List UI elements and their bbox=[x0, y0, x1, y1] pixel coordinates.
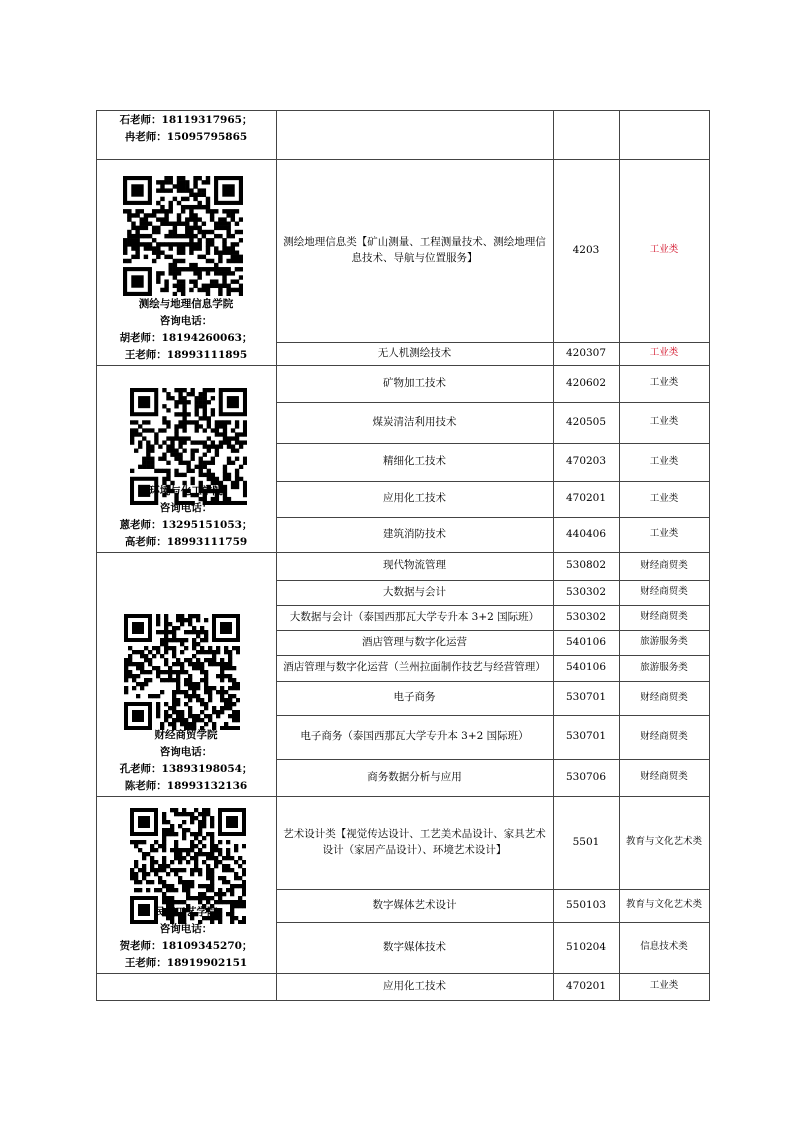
major-category: 财经商贸类 bbox=[640, 771, 688, 783]
contact-phone: 孔老师：13893198054； bbox=[119, 763, 253, 775]
major-name: 精细化工技术 bbox=[383, 455, 446, 468]
contact-phone: 冉老师：15095795865 bbox=[124, 131, 248, 143]
consult-label: 咨询电话： bbox=[159, 923, 213, 935]
major-code: 470203 bbox=[565, 455, 607, 468]
contact-phone: 高老师：18993111759 bbox=[124, 536, 248, 548]
contact-phone: 王老师：18993111895 bbox=[124, 349, 248, 361]
major-code: 470201 bbox=[565, 979, 607, 992]
contact-phone: 贺老师：18109345270； bbox=[119, 940, 253, 952]
major-name: 应用化工技术 bbox=[383, 492, 446, 505]
major-code: 420602 bbox=[565, 376, 607, 389]
contact-phone: 陈老师：18993132136 bbox=[124, 780, 248, 792]
college-info bbox=[96, 296, 276, 364]
contact-phone: 石老师：18119317965； bbox=[119, 114, 253, 126]
contact-phone: 蒽老师：13295151053； bbox=[119, 519, 253, 531]
major-name: 应用化工技术 bbox=[383, 979, 446, 992]
major-category: 教育与文化艺术类 bbox=[625, 899, 702, 911]
major-name: 数字媒体技术 bbox=[383, 940, 446, 953]
major-code: 420505 bbox=[565, 415, 607, 428]
major-category: 工业类 bbox=[649, 528, 679, 540]
major-name: 艺术设计类【视觉传达设计、工艺美术品设计、家具艺术设计（家居产品设计）、环境艺术设计】 bbox=[283, 827, 546, 856]
college-name: 测绘与地理信息学院 bbox=[138, 298, 234, 310]
major-name: 电子商务（泰国西那瓦大学专升本 3+2 国际班） bbox=[300, 730, 529, 743]
major-code: 420307 bbox=[565, 346, 607, 359]
major-name: 酒店管理与数字化运营 bbox=[362, 635, 467, 648]
table-rule bbox=[96, 1000, 710, 1001]
major-name: 无人机测绘技术 bbox=[377, 346, 452, 359]
table-rule bbox=[96, 110, 710, 111]
consult-label: 咨询电话： bbox=[159, 746, 213, 758]
major-code: 470201 bbox=[565, 492, 607, 505]
major-name: 大数据与会计（泰国西那瓦大学专升本 3+2 国际班） bbox=[289, 610, 540, 623]
major-name: 酒店管理与数字化运营（兰州拉面制作技艺与经营管理） bbox=[283, 661, 546, 674]
college-name: 环境与化工学院 bbox=[149, 485, 223, 497]
major-category: 工业类 bbox=[649, 980, 679, 992]
major-category: 财经商贸类 bbox=[640, 730, 688, 742]
contact-phone: 王老师：18919902151 bbox=[124, 957, 248, 969]
college-info bbox=[96, 904, 276, 972]
major-category: 财经商贸类 bbox=[640, 586, 688, 598]
major-name: 矿物加工技术 bbox=[383, 376, 446, 389]
table-rule bbox=[276, 110, 277, 1001]
contact-phone: 胡老师：18194260063； bbox=[119, 332, 253, 344]
top-contact bbox=[96, 112, 276, 146]
table-rule bbox=[709, 110, 710, 1001]
major-code: 530302 bbox=[565, 610, 607, 623]
major-name: 建筑消防技术 bbox=[383, 527, 446, 540]
major-code: 530701 bbox=[565, 730, 607, 743]
major-code: 5501 bbox=[572, 835, 600, 848]
major-code: 530701 bbox=[565, 691, 607, 704]
major-code: 530802 bbox=[565, 559, 607, 572]
major-category: 工业类 bbox=[649, 455, 679, 467]
major-name: 商务数据分析与应用 bbox=[367, 770, 462, 783]
college-info bbox=[96, 483, 276, 551]
major-name: 大数据与会计 bbox=[383, 585, 446, 598]
major-code: 540106 bbox=[565, 635, 607, 648]
major-category: 工业类 bbox=[649, 492, 679, 504]
major-category: 旅游服务类 bbox=[640, 636, 688, 648]
college-name: 民族工艺学院 bbox=[154, 906, 218, 918]
major-category: 工业类 bbox=[649, 377, 679, 389]
major-category: 工业类 bbox=[649, 416, 679, 428]
consult-label: 咨询电话： bbox=[159, 502, 213, 514]
major-name: 煤炭清洁利用技术 bbox=[372, 415, 457, 428]
table-rule bbox=[619, 110, 620, 1001]
major-name: 测绘地理信息类【矿山测量、工程测量技术、测绘地理信息技术、导航与位置服务】 bbox=[283, 235, 546, 264]
major-code: 440406 bbox=[565, 527, 607, 540]
table-rule bbox=[553, 110, 554, 1001]
qr-code-icon bbox=[123, 176, 243, 296]
major-category: 财经商贸类 bbox=[640, 691, 688, 703]
major-category: 教育与文化艺术类 bbox=[625, 836, 702, 848]
consult-label: 咨询电话： bbox=[159, 315, 213, 327]
qr-code-icon bbox=[124, 614, 240, 730]
major-name: 现代物流管理 bbox=[383, 559, 446, 572]
major-name: 电子商务 bbox=[393, 691, 436, 704]
major-category: 财经商贸类 bbox=[640, 611, 688, 623]
table-rule bbox=[96, 110, 97, 1001]
major-category: 工业类 bbox=[649, 244, 679, 256]
college-info bbox=[96, 727, 276, 795]
major-code: 530302 bbox=[565, 585, 607, 598]
major-code: 530706 bbox=[565, 770, 607, 783]
major-category: 财经商贸类 bbox=[640, 559, 688, 571]
major-code: 4203 bbox=[572, 243, 600, 256]
major-code: 510204 bbox=[565, 940, 607, 953]
major-name: 数字媒体艺术设计 bbox=[372, 898, 457, 911]
college-name: 财经商贸学院 bbox=[154, 729, 218, 741]
major-category: 信息技术类 bbox=[640, 941, 688, 953]
major-category: 旅游服务类 bbox=[640, 661, 688, 673]
major-code: 550103 bbox=[565, 898, 607, 911]
major-code: 540106 bbox=[565, 661, 607, 674]
major-category: 工业类 bbox=[649, 347, 679, 359]
